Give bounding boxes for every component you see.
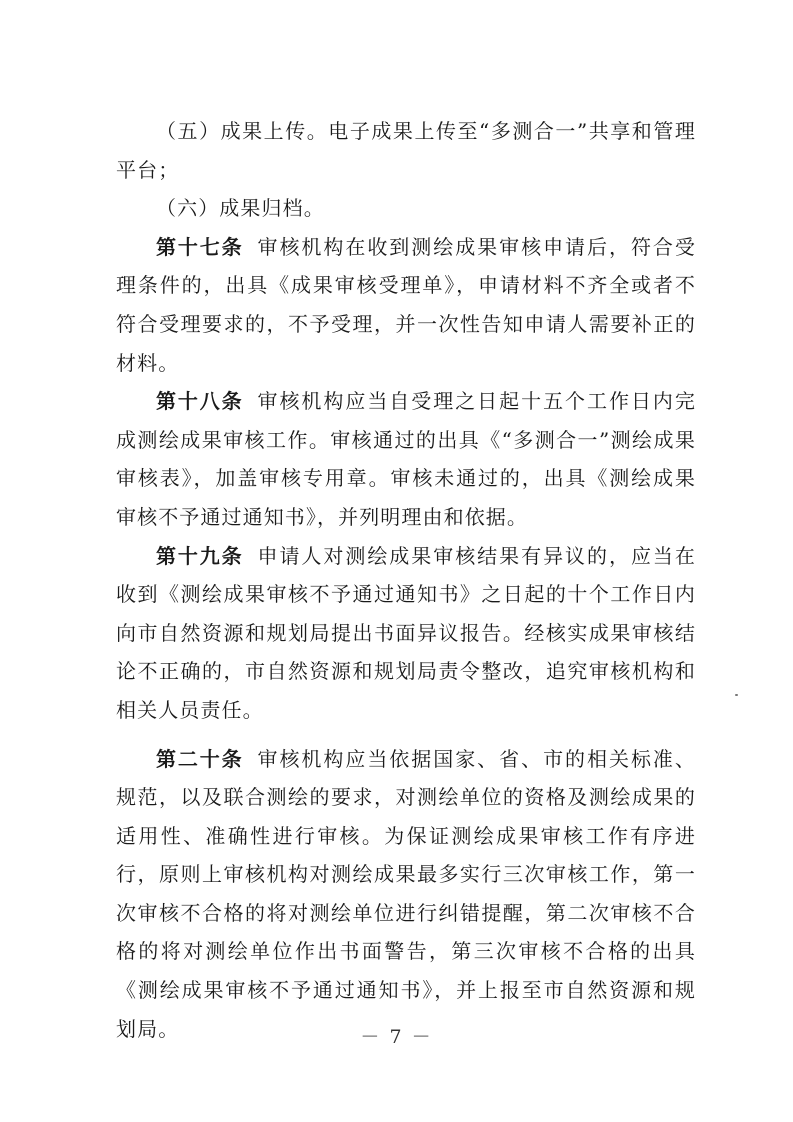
article-text: 审核机构在收到测绘成果审核申请后，符合受理条件的，出具《成果审核受理单》，申请材料不齐全或者不符合受理要求的，不予受理，并一次性告知申请人需要补正的材料。 [116, 234, 697, 375]
paragraph-text: （五）成果上传。电子成果上传至“多测合一”共享和管理平台； [116, 119, 696, 182]
page-number: － 7 － [360, 1026, 433, 1048]
article-17 [116, 228, 696, 382]
article-text: 申请人对测绘成果审核结果有异议的，应当在收到《测绘成果审核不予通过通知书》之日起的十个工作日内向市自然资源和规划局提出书面异议报告。经核实成果审核结论不正确的，市自然资源和规划局责令整改，追究审核机构和相关人员责任。 [116, 543, 697, 722]
article-heading: 第十七条 [156, 234, 244, 259]
article-18 [116, 382, 696, 536]
paragraph-item-6 [116, 189, 696, 228]
article-20 [116, 740, 696, 1049]
article-19 [116, 537, 696, 730]
article-text: 审核机构应当依据国家、省、市的相关标准、规范，以及联合测绘的要求，对测绘单位的资格及测绘成果的适用性、准确性进行审核。为保证测绘成果审核工作有序进行，原则上审核机构对测绘成果最多实行三次审核工作，第一次审核不合格的将对测绘单位进行纠错提醒，第二次审核不合格的将对测绘单位作出书面警告，第三次审核不合格的出具《测绘成果审核不予通过通知书》，并上报至市自然资源和规划局。 [116, 746, 697, 1041]
document-body [116, 112, 696, 1048]
article-text: 审核机构应当自受理之日起十五个工作日内完成测绘成果审核工作。审核通过的出具《“多测合一”测绘成果审核表》，加盖审核专用章。审核未通过的，出具《测绘成果审核不予通过通知书》，并列明理由和依据。 [116, 389, 697, 529]
paragraph-item-5 [116, 112, 696, 189]
scan-speck [735, 694, 738, 696]
paragraph-text: （六）成果归档。 [156, 196, 325, 221]
article-heading: 第十八条 [156, 389, 244, 414]
article-heading: 第二十条 [156, 746, 244, 771]
article-heading: 第十九条 [156, 543, 244, 568]
